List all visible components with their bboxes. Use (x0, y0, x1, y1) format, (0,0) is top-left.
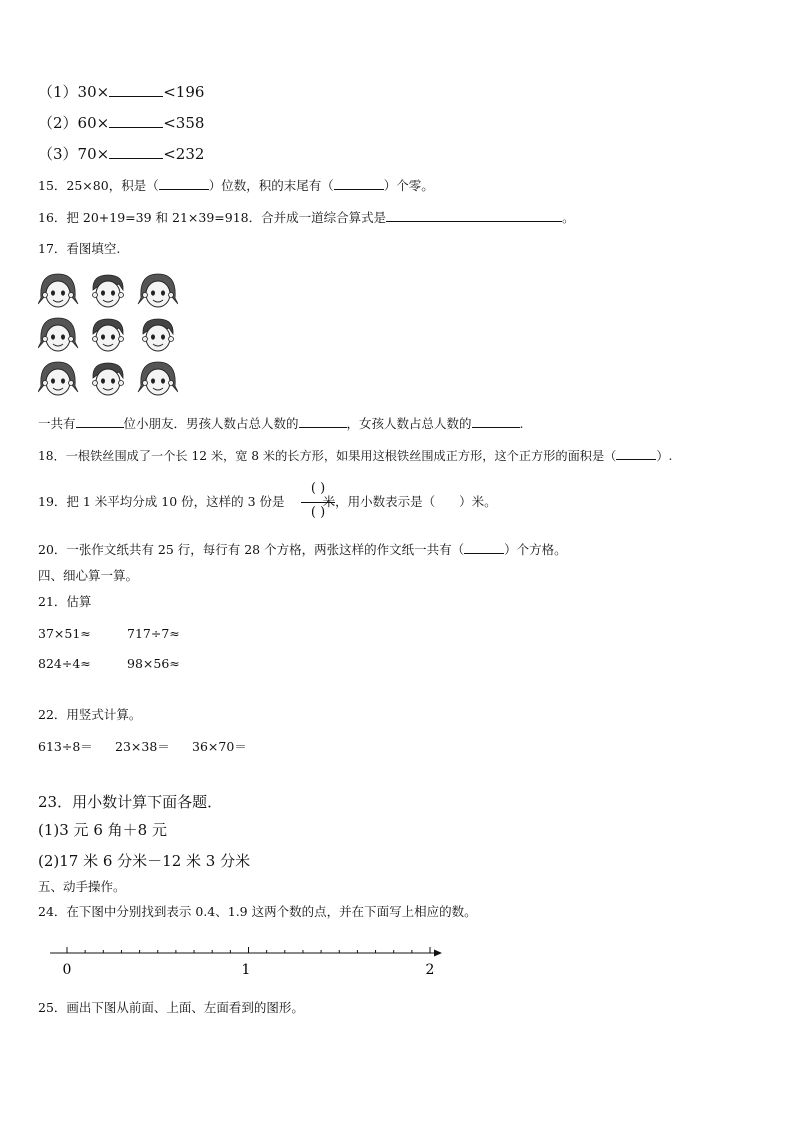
fraction-denominator[interactable]: ( ) (310, 505, 326, 520)
faces-grid (38, 272, 178, 400)
boy-face-icon (143, 319, 174, 351)
section-4-heading: 四、细心算一算。 (38, 568, 139, 583)
girl-face-icon (38, 274, 78, 307)
number-line-label-1: 1 (241, 962, 251, 978)
question-23-title: 23．用小数计算下面各题． (38, 793, 223, 811)
inequality-3: （3）70× <232 (38, 145, 205, 163)
question-15: 15．25×80，积是（ ）位数，积的末尾有（ ）个零。 (38, 178, 434, 193)
section-5-heading: 五、动手操作。 (38, 879, 126, 894)
decimal-calc-item: (1)3 元 6 角＋8 元 (38, 821, 167, 839)
vertical-calc-item: 613÷8＝ (38, 739, 93, 754)
boy-face-icon (93, 275, 124, 307)
boy-face-icon (93, 319, 124, 351)
vertical-calc-item: 23×38＝ (115, 739, 170, 754)
answer-blank[interactable] (386, 208, 562, 222)
number-line-label-0: 0 (62, 962, 72, 978)
number-line-svg[interactable] (50, 938, 450, 980)
answer-blank[interactable] (109, 114, 163, 128)
answer-blank[interactable] (472, 414, 520, 428)
girl-face-icon (38, 362, 78, 395)
answer-blank[interactable] (616, 446, 656, 460)
answer-blank[interactable] (334, 176, 384, 190)
question-20: 20．一张作文纸共有 25 行，每行有 28 个方格，两张这样的作文纸一共有（ ）个方格。 (38, 542, 567, 557)
fraction-blank[interactable] (301, 481, 335, 525)
decimal-calc-item: (2)17 米 6 分米－12 米 3 分米 (38, 852, 251, 870)
answer-blank[interactable] (299, 414, 347, 428)
answer-blank[interactable] (159, 176, 209, 190)
arrow-head-icon (434, 950, 442, 957)
vertical-calc-item: 36×70＝ (192, 739, 247, 754)
inequality-2: （2）60× <358 (38, 114, 205, 132)
girl-face-icon (138, 362, 178, 395)
children-faces-picture (38, 272, 178, 400)
answer-blank[interactable] (109, 83, 163, 97)
estimate-item: 37×51≈ (38, 626, 91, 641)
estimate-item: 98×56≈ (127, 656, 180, 671)
girl-face-icon (38, 318, 78, 351)
question-22-title: 22．用竖式计算。 (38, 707, 142, 722)
question-17-title: 17．看图填空. (38, 241, 121, 256)
inequality-1: （1）30× <196 (38, 83, 205, 101)
number-line-label-2: 2 (425, 962, 435, 978)
answer-blank[interactable] (109, 145, 163, 159)
number-line[interactable] (50, 938, 450, 984)
fraction-bar (301, 502, 335, 503)
question-25: 25．画出下图从前面、上面、左面看到的图形。 (38, 1000, 304, 1015)
estimate-item: 824÷4≈ (38, 656, 91, 671)
answer-blank[interactable] (464, 540, 504, 554)
question-19: 19．把 1 米平均分成 10 份，这样的 3 份是 米，用小数表示是（ ）米。 (38, 494, 497, 509)
question-16: 16．把 20+19=39 和 21×39=918．合并成一道综合算式是 。 (38, 210, 575, 225)
girl-face-icon (138, 274, 178, 307)
boy-face-icon (93, 363, 124, 395)
question-21-title: 21．估算 (38, 594, 92, 609)
question-17-fill: 一共有 位小朋友．男孩人数占总人数的 ，女孩人数占总人数的 . (38, 416, 524, 431)
answer-blank[interactable] (76, 414, 124, 428)
question-18: 18．一根铁丝围成了一个长 12 米，宽 8 米的长方形，如果用这根铁丝围成正方形，这个正方形的面积是（ ）. (38, 446, 672, 465)
estimate-item: 717÷7≈ (127, 626, 180, 641)
fraction-numerator[interactable]: ( ) (310, 481, 326, 496)
question-24: 24．在下图中分别找到表示 0.4、1.9 这两个数的点，并在下面写上相应的数。 (38, 904, 477, 919)
